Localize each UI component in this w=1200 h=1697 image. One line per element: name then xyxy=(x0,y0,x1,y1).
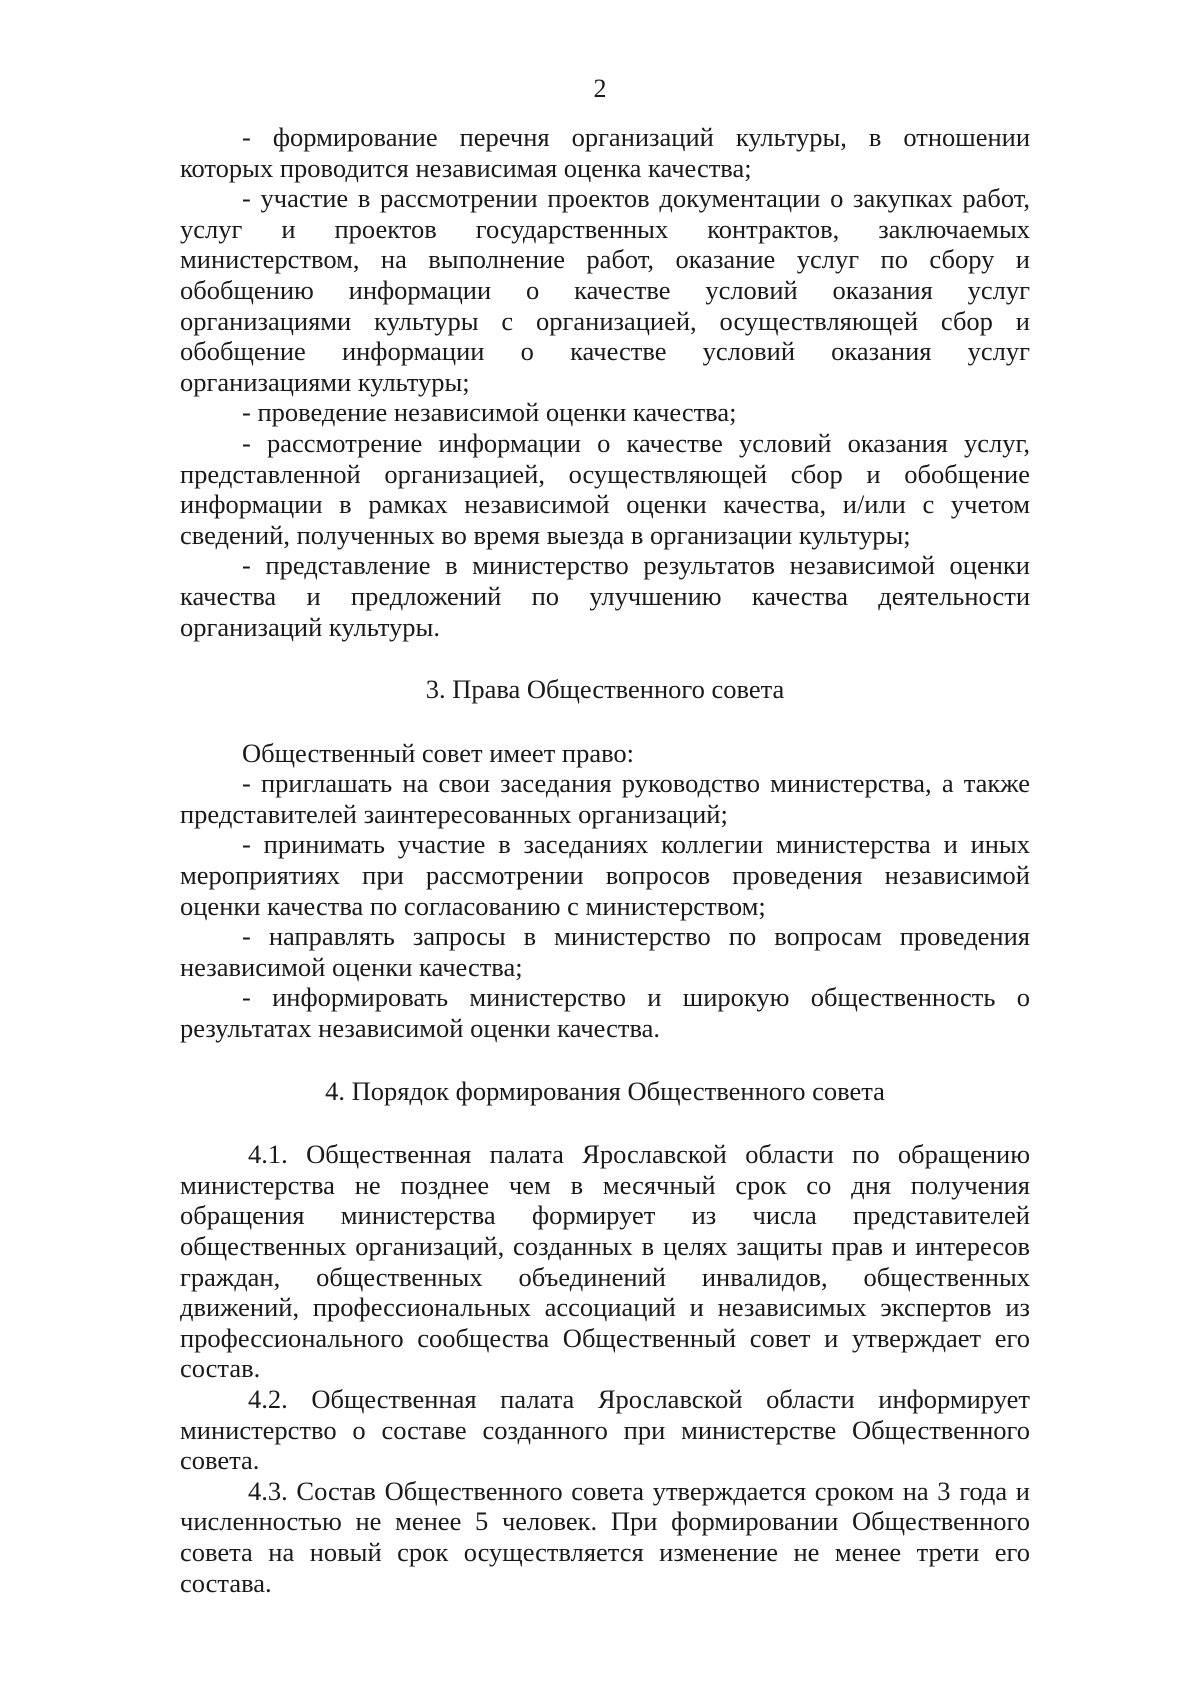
clause: 4.3. Состав Общественного совета утверждается сроком на 3 года и численностью не менее 5 человек. При формировании Общественного совета на новый срок осуществляется изменение не менее трети его состава. xyxy=(180,1475,1030,1598)
list-item: - информировать министерство и широкую общественность о результатах независимой оценки качества. xyxy=(180,982,1030,1044)
list-item: - участие в рассмотрении проектов документации о закупках работ, услуг и проектов государственных контрактов, заключаемых министерством, на выполнение работ, оказание услуг по сбору и обобщению информации о качестве условий оказания услуг организациями культуры с организацией, осуществляющей сбор и обобщение информации о качестве условий оказания услуг организациями культуры; xyxy=(180,183,1030,397)
section-intro: Общественный совет имеет право: xyxy=(242,737,635,768)
list-item: - принимать участие в заседаниях коллегии министерства и иных мероприятиях при рассмотрении вопросов проведения независимой оценки качества по согласованию с министерством; xyxy=(180,829,1030,921)
list-item: - проведение независимой оценки качества; xyxy=(242,397,737,428)
document-body xyxy=(180,122,1030,1598)
list-item: - формирование перечня организаций культуры, в отношении которых проводится независимая оценка качества; xyxy=(180,122,1030,183)
list-item: - приглашать на свои заседания руководство министерства, а также представителей заинтересованных организаций; xyxy=(180,768,1030,829)
section-heading: 3. Права Общественного совета xyxy=(425,674,785,705)
clause: 4.2. Общественная палата Ярославской области информирует министерство о составе созданного при министерстве Общественного совета. xyxy=(180,1383,1030,1476)
page-number: 2 xyxy=(593,74,607,103)
list-item: - представление в министерство результатов независимой оценки качества и предложений по улучшению качества деятельности организаций культуры. xyxy=(180,550,1030,642)
list-item: - рассмотрение информации о качестве условий оказания услуг, представленной организацией, осуществляющей сбор и обобщение информации в рамках независимой оценки качества, и/или с учетом сведений, полученных во время выезда в организации культуры; xyxy=(180,427,1030,550)
section-heading: 4. Порядок формирования Общественного совета xyxy=(325,1075,885,1106)
clause: 4.1. Общественная палата Ярославской области по обращению министерства не позднее чем в месячный срок со дня получения обращения министерства формирует из числа представителей общественных организаций, созданных в целях защиты прав и интересов граждан, общественных объединений инвалидов, общественных движений, профессиональных ассоциаций и независимых экспертов из профессионального сообщества Общественный совет и утверждает его состав. xyxy=(180,1139,1030,1384)
list-item: - направлять запросы в министерство по вопросам проведения независимой оценки качества; xyxy=(180,921,1030,982)
